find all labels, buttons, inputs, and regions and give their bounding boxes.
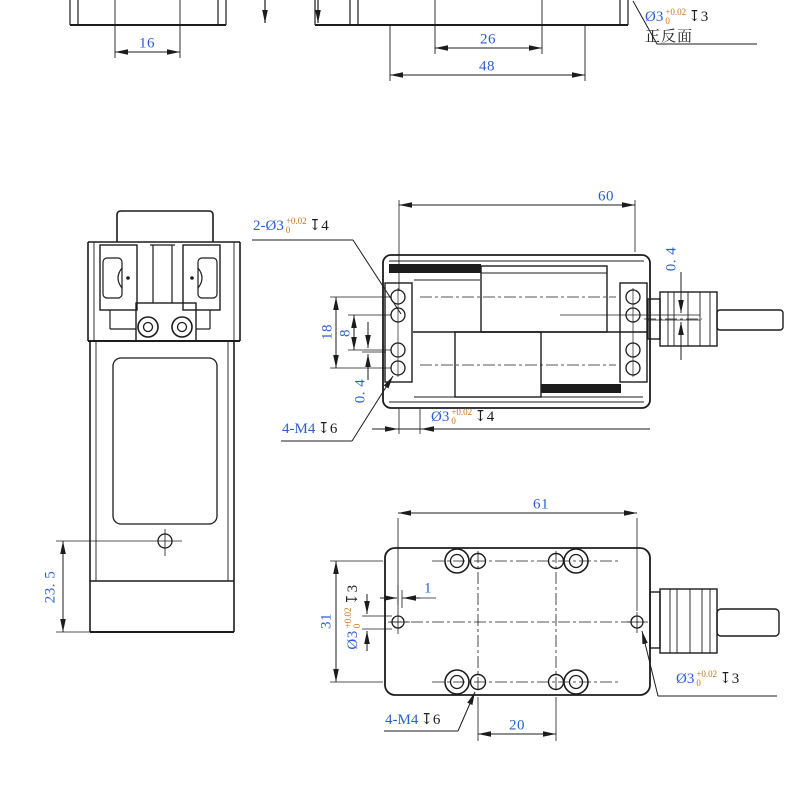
depth-symbol: ↧6 xyxy=(317,421,338,437)
callout-2xd3-depth4: 2-Ø3 +0.02 0 ↧4 xyxy=(253,216,329,235)
tolerance-stack: +0.02 0 xyxy=(285,216,307,235)
top-partial-view-middle xyxy=(315,0,628,81)
depth-symbol: ↧4 xyxy=(308,218,329,234)
depth-symbol: ↧4 xyxy=(474,409,495,425)
callout-4xm4-bottom: 4-M4 ↧6 xyxy=(385,712,441,728)
front-view xyxy=(88,211,240,632)
dim-26: 26 xyxy=(480,31,496,48)
depth-symbol: ↧3 xyxy=(719,671,740,687)
dim-31: 31 xyxy=(318,613,335,629)
dim-61: 61 xyxy=(533,496,549,513)
dimension-linework xyxy=(56,1,777,741)
callout-d3-depth3-right: Ø3 +0.02 0 ↧3 xyxy=(676,669,740,688)
depth-symbol: ↧3 xyxy=(345,584,361,606)
dim-60: 60 xyxy=(598,188,614,205)
cable-connector-side xyxy=(644,292,783,346)
dim-23-5: 23. 5 xyxy=(42,570,59,604)
dim-0-4-left: 0. 4 xyxy=(352,378,369,404)
depth-symbol: ↧6 xyxy=(420,712,441,728)
callout-d3-depth3-vertical: Ø3 +0.02 0 ↧3 xyxy=(343,584,362,650)
top-partial-view-left xyxy=(70,0,318,58)
cable-connector-bottom xyxy=(650,589,779,653)
dim-20: 20 xyxy=(509,717,525,734)
front-back-note: 正反面 xyxy=(645,29,694,45)
dim-48: 48 xyxy=(479,58,495,75)
hole-diameter: Ø3 xyxy=(645,9,664,25)
callout-hole-front-back xyxy=(645,8,708,46)
tolerance-stack: +0.02 0 xyxy=(343,607,362,629)
dim-1: 1 xyxy=(424,580,432,597)
tolerance-stack: +0.02 0 xyxy=(665,7,687,26)
depth-symbol: ↧3 xyxy=(688,9,709,25)
dim-8: 8 xyxy=(337,329,354,337)
tolerance-stack: +0.02 0 xyxy=(451,407,473,426)
dim-0-4-right: 0. 4 xyxy=(663,246,680,272)
dim-16: 16 xyxy=(139,35,155,52)
dim-18: 18 xyxy=(319,324,336,340)
callout-4xm4-side: 4-M4 ↧6 xyxy=(282,421,338,437)
callout-d3-depth4: Ø3 +0.02 0 ↧4 xyxy=(431,407,495,426)
side-view xyxy=(383,255,783,408)
tolerance-stack: +0.02 0 xyxy=(696,669,718,688)
